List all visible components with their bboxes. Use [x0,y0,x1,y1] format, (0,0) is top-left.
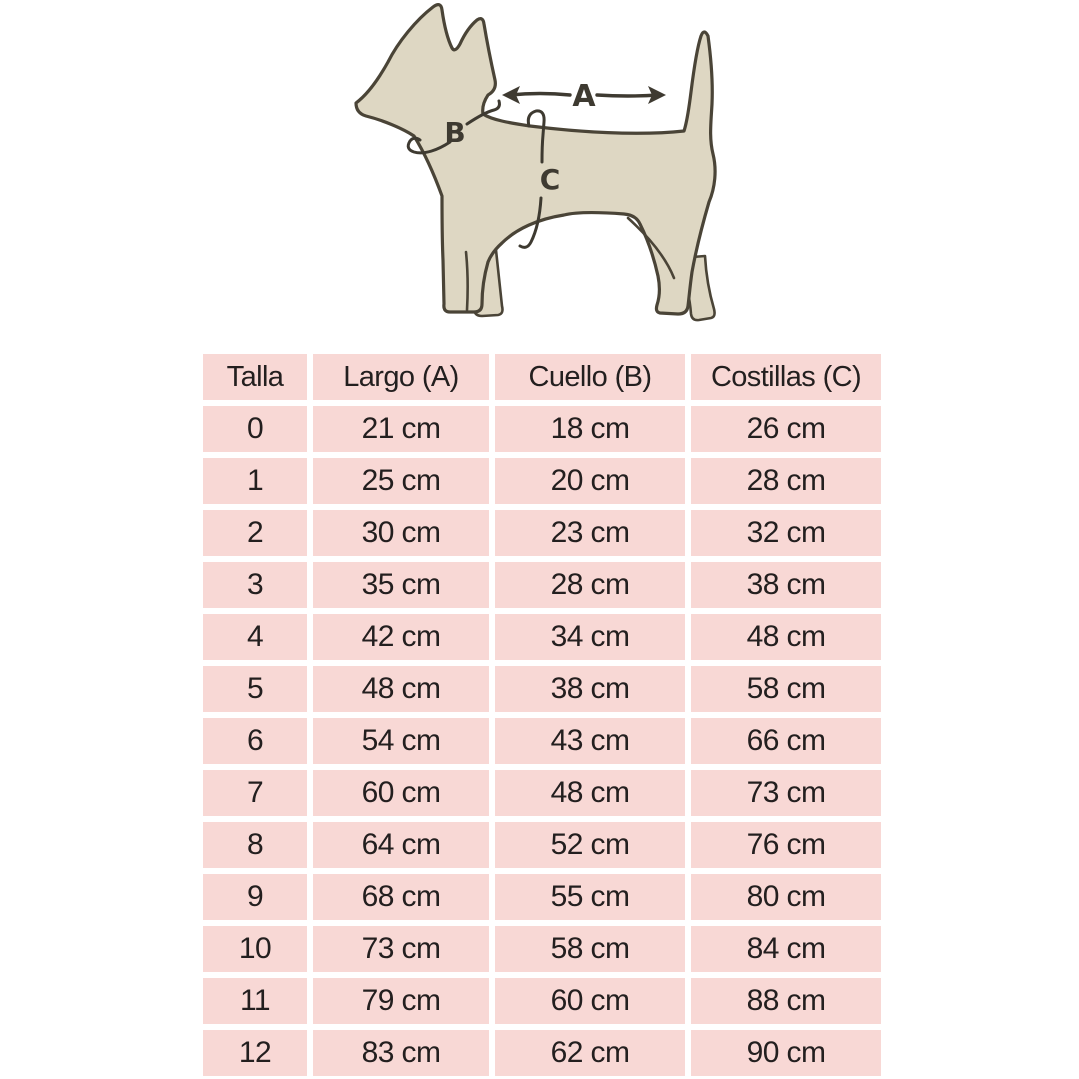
measurement-value-cell: 23 cm [495,510,685,556]
measurement-value-cell: 73 cm [691,770,881,816]
measurement-value-cell: 35 cm [313,562,489,608]
measurement-value-cell: 64 cm [313,822,489,868]
size-value-cell: 1 [203,458,307,504]
table-row [203,666,881,712]
dog-silhouette [356,5,715,314]
measurement-value-cell: 88 cm [691,978,881,1024]
size-value-cell: 0 [203,406,307,452]
measurement-value-cell: 48 cm [313,666,489,712]
measurement-value-cell: 83 cm [313,1030,489,1076]
table-row [203,822,881,868]
table-row [203,458,881,504]
measurement-value-cell: 48 cm [495,770,685,816]
measurement-value-cell: 60 cm [495,978,685,1024]
measurement-value-cell: 38 cm [495,666,685,712]
measurement-value-cell: 73 cm [313,926,489,972]
label-a: A [572,79,596,114]
measurement-value-cell: 52 cm [495,822,685,868]
measurement-value-cell: 68 cm [313,874,489,920]
size-value-cell: 2 [203,510,307,556]
measurement-value-cell: 58 cm [691,666,881,712]
table-row [203,926,881,972]
measurement-value-cell: 28 cm [495,562,685,608]
measurement-value-cell: 42 cm [313,614,489,660]
table-row [203,562,881,608]
header-cuello: Cuello (B) [495,354,685,400]
measurement-value-cell: 34 cm [495,614,685,660]
measurement-value-cell: 25 cm [313,458,489,504]
size-table [203,354,881,1076]
label-c: C [539,163,561,196]
measurement-value-cell: 84 cm [691,926,881,972]
size-value-cell: 9 [203,874,307,920]
measurement-value-cell: 21 cm [313,406,489,452]
measurement-value-cell: 55 cm [495,874,685,920]
table-row [203,1030,881,1076]
size-value-cell: 6 [203,718,307,764]
label-b: B [444,116,466,149]
table-row [203,510,881,556]
measurement-value-cell: 79 cm [313,978,489,1024]
measurement-value-cell: 80 cm [691,874,881,920]
measurement-value-cell: 26 cm [691,406,881,452]
header-costillas: Costillas (C) [691,354,881,400]
table-row [203,614,881,660]
measurement-value-cell: 28 cm [691,458,881,504]
measurement-value-cell: 90 cm [691,1030,881,1076]
size-value-cell: 10 [203,926,307,972]
measurement-value-cell: 48 cm [691,614,881,660]
table-row [203,874,881,920]
measurement-value-cell: 66 cm [691,718,881,764]
table-row [203,978,881,1024]
table-row [203,406,881,452]
chihuahua-illustration [330,0,750,342]
measurement-value-cell: 62 cm [495,1030,685,1076]
measurement-value-cell: 76 cm [691,822,881,868]
size-value-cell: 8 [203,822,307,868]
table-body [203,406,881,1076]
measurement-value-cell: 43 cm [495,718,685,764]
size-value-cell: 12 [203,1030,307,1076]
table-header-row [203,354,881,400]
size-value-cell: 4 [203,614,307,660]
measurement-value-cell: 38 cm [691,562,881,608]
table-row [203,770,881,816]
dog-measurement-diagram [330,0,750,342]
size-value-cell: 5 [203,666,307,712]
measurement-value-cell: 54 cm [313,718,489,764]
header-largo: Largo (A) [313,354,489,400]
size-value-cell: 11 [203,978,307,1024]
measurement-value-cell: 30 cm [313,510,489,556]
table-row [203,718,881,764]
size-value-cell: 3 [203,562,307,608]
size-value-cell: 7 [203,770,307,816]
measurement-value-cell: 58 cm [495,926,685,972]
measurement-value-cell: 32 cm [691,510,881,556]
header-talla: Talla [203,354,307,400]
measurement-value-cell: 60 cm [313,770,489,816]
measurement-value-cell: 18 cm [495,406,685,452]
measurement-value-cell: 20 cm [495,458,685,504]
